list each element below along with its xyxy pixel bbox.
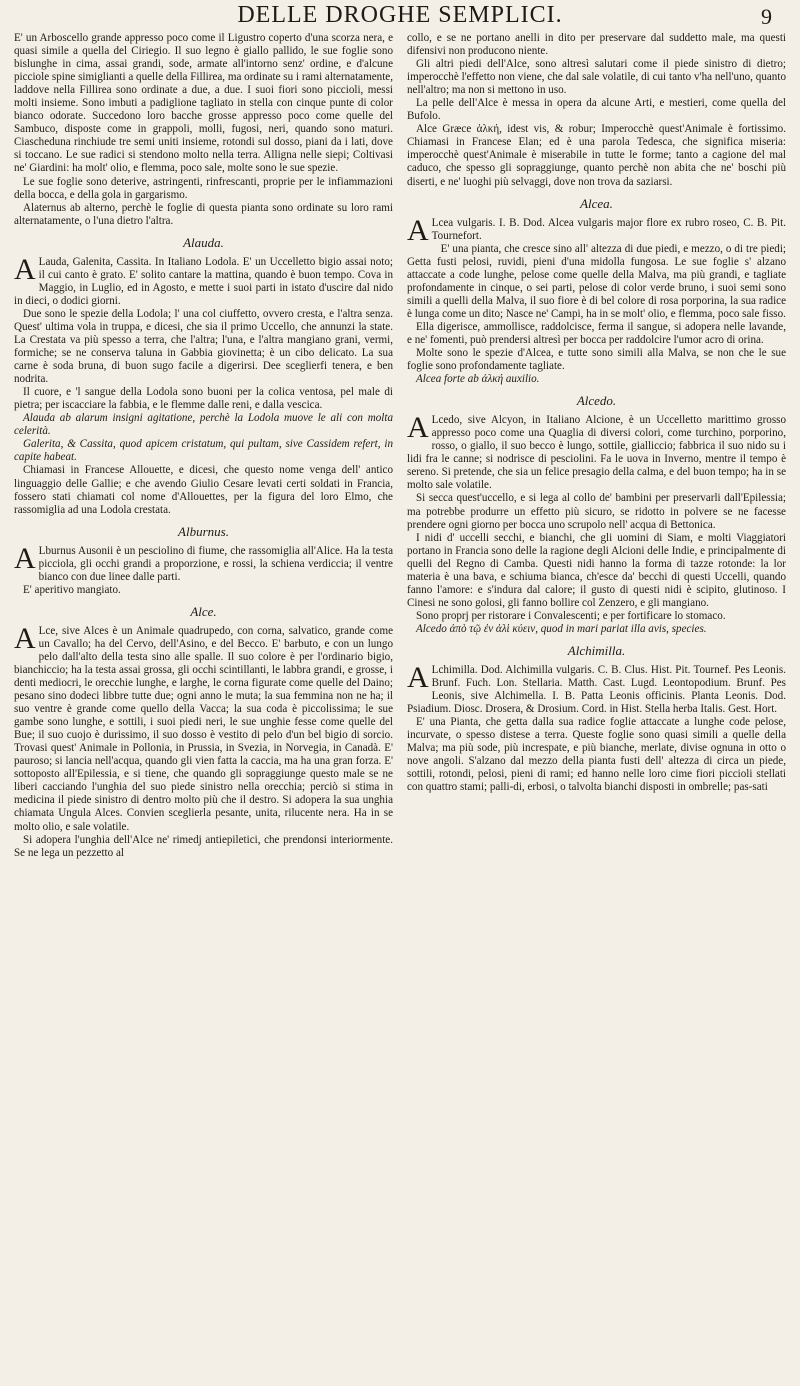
- paragraph: [14, 621, 393, 834]
- paragraph: Sono proprj per ristorare i Convalescenti; e per fortificare lo stomaco.: [416, 609, 726, 622]
- paragraph-text: Lauda, Galenita, Cassita. In Italiano Lodola. E' un Uccelletto bigio assai noto; il cui canto è grato. E' solito cantare la mattina, quando è buon tempo. Cova in Maggio, in Luglio, ed in Agosto, e mette i suoi parti in istato d'uscire dal nido in dieci, o dodici giorni.: [14, 255, 393, 307]
- paragraph: Si adopera l'unghia dell'Alce ne' rimedj antiepiletici, che prendonsi interiormente. Se ne lega un pezzetto al: [14, 833, 393, 859]
- section-heading-alauda: Alauda.: [183, 234, 224, 250]
- section-heading-alcedo: Alcedo.: [576, 393, 617, 409]
- drop-cap: A: [407, 213, 429, 247]
- paragraph: Si secca quest'uccello, e si lega al collo de' bambini per preservarli dall'Epilessia; ma potrebbe produrre un effetto più sicuro, se ridotto in polvere se ne facesse prendere ogni giorno per bocca uno scrupolo nell' acqua di Bettonica.: [407, 492, 786, 531]
- paragraph: E' un Arboscello grande appresso poco come il Ligustro coperto d'una scorza nera, e quasi simile a quella del Ciriegio. Il suo legno è giallo pallido, le sue foglie sono bislunghe in cima, assai grandi, sode, armate all'intorno senz' ordine, e d'alcune picciole spine simiglianti a quelle della Fillirea, ma ordinate su i rami alternatamente, laddove nella Fillirea sono ordinate a due, a due. I suoi fiori sono piccioli, messi molti insieme. Sono imbuti a padiglione tagliato in stella con cinque punte di color bianco odorate. Succedono loro bacche grosse appresso poco come quelle del Sambuco, disposte come in grappoli, molli, fugosi, neri, quando sono maturi. Ciascheduna rinchiude tre semi uniti insieme, rotondi sul dosso, piani da i lati, dove si toccano. Le sue radici si stendono molto nella terra. Alligna nelle siepi; Coltivasi ne' Giardini: ha molt' olio, e flemma, poco sale, molte sono le sue spezie.: [14, 32, 393, 175]
- paragraph: Galerita, & Cassita, quod apicem cristatum, qui pultam, sive Cassidem refert, in capite habeat.: [14, 438, 393, 464]
- paragraph: E' una pianta, che cresce sino all' altezza di due piedi, e mezzo, o di tre piedi; Getta fusti pelosi, ruvidi, pieni d'una midolla fungosa. Le sue foglie s' alzano attaccate a code lunghe, pelose come quelle della Malva, ma più grandi, e tagliate profondamente in cinque, o sei parti, pelose di color verde bruno, i suoi semi sono simili a quelli della Malva, il suo fiore è di bel colore di rosa porporina, la sua radice è lunga come un dito; Nasce ne' Campi, ha in se molt' olio, e flemma, poco sale fisso.: [407, 242, 786, 320]
- paragraph: Molte sono le spezie d'Alcea, e tutte sono simili alla Malva, se non che le sue foglie sono profondamente tagliate.: [407, 347, 786, 373]
- paragraph: I nidi d' uccelli secchi, e bianchi, che gli uomini di Siam, e molti Viaggiatori portano in Francia sono delle la ragione degli Alcioni delle Indie, e principalmente di quelli del Regno di Camba. Questi nidi hanno la forma di tazze rotonde: la lor materia è una bava, e schiuma bianca, ch'esce da' becchi di questi Uccelli, quando fanno l'amore: e s'indura dal calore; il gusto di questi nidi è scipito, glutinoso. I Cinesi ne sono golosi, gli fanno bollire col Zenzero, e gli mangiano.: [407, 531, 786, 609]
- paragraph: Alcea forte ab ἀλκή auxilio.: [416, 373, 540, 386]
- paragraph-text: Lburnus Ausonii è un pesciolino di fiume, che rassomiglia all'Alice. Ha la testa picciola, gli occhi grandi a proporzione, e rossi, la schiena verdiccia; il ventre bianco con due linee dalle parti.: [38, 544, 393, 583]
- paragraph-text: Lcedo, sive Alcyon, in Italiano Alcione, è un Uccelletto marittimo grosso appresso poco come una Quaglia di diversi colori, come turchino, porporino, rosso, o giallo, il suo becco è lungo, sottile, gialliccio; fabbrica il suo nido su i lidi fra le canne; si nodrisce di pesciolini. Fa le uova in Inverno, mentre il tempo è sereno. Si pretende, che sia un felice presagio della calma, e del buon tempo; ha in se molto sale volatile.: [407, 414, 786, 492]
- paragraph: [14, 252, 393, 308]
- paragraph: Alcedo ἀπὸ τῷ ἐν ἁλὶ κύειν, quod in mari pariat illa avis, species.: [416, 622, 707, 635]
- running-title: DELLE DROGHE SEMPLICI.: [237, 2, 563, 28]
- paragraph: Alaternus ab alterno, perchè le foglie di questa pianta sono ordinate su loro rami alternatamente, o l'una dietro l'altra.: [14, 201, 393, 227]
- page-number: 9: [761, 4, 772, 29]
- section-heading-alchimilla: Alchimilla.: [567, 642, 626, 658]
- paragraph: [407, 213, 786, 247]
- paragraph: Alauda ab alarum insigni agitatione, perchè la Lodola muove le ali con molta celerità.: [14, 412, 393, 438]
- paragraph: [407, 411, 786, 492]
- section-heading-alce: Alce.: [190, 603, 217, 619]
- paragraph: Alce Græce ἀλκή, idest vis, & robur; Imperocchè quest'Animale è fortissimo. Chiamasi in Francese Elan; ed è una parola Tedesca, che significa miseria: imperocchè quest'Animale è miserabile in tutte le forme; tanto a cagione del mal caduco, che spesso gli sopraggiunge, quanto perchè non abita che ne' boschi più diserti, e ne' luoghi più selvaggi, dove non trova da saziarsi.: [407, 123, 786, 188]
- drop-cap: A: [407, 411, 429, 445]
- drop-cap: A: [14, 541, 36, 575]
- drop-cap: A: [407, 660, 429, 694]
- paragraph: Il cuore, e 'l sangue della Lodola sono buoni per la colica ventosa, pel male di pietra; per iscacciare la fabbia, e le flemme dalle reni, e dalla vescica.: [14, 386, 393, 412]
- paragraph: collo, e se ne portano anelli in dito per preservare dal suddetto male, ma questi difensivi non producono niente.: [407, 32, 786, 58]
- paragraph: [14, 541, 393, 584]
- paragraph: E' aperitivo mangiato.: [23, 583, 121, 596]
- left-column: [14, 32, 393, 860]
- paragraph: Due sono le spezie della Lodola; l' una col ciuffetto, ovvero cresta, e l'altra senza. Quest' ultima vola in truppa, e dicesi, che sia il primo Uccello, che annunzi la state. La Crestata va più spesso a terra, che l'altra; l'una, e l'altra mangiano grani, vermi, formiche; se ne conserva taluna in Gabbia giovinetta; è un cibo delicato. La sua carne è soda bruna, di buon sugo facile a digerirsi. Dee sceglierfi tenera, e ben nodrita.: [14, 307, 393, 386]
- paragraph-text: Lce, sive Alces è un Animale quadrupedo, con corna, salvatico, grande come un Cavallo; ha del Cervo, dell'Asino, e del Becco. E' barbuto, e con un lungo pelo dall'alto della testa sino alle spalle. Il suo colore è per l'ordinario bigio, bianchiccio; ha la testa assai grossa, gli occhi scintillanti, le labbra grandi, e grosse, i denti mediocri, le orecchie lunghe, e larghe, le corna figurate come quelle del Daino; pesano sino dodeci libbre tutte due; ogni anno le muta; la sua femmina non ne ha; il suo ventre è grande come quello della Vacca; la sua coda è piccolissima; le sue gambe sono lunghe, e sottili, i suoi piedi neri, le sue unghie fesse come quelle del Bue; il suo cuojo è durissimo, il suo dosso è vestito di pelo d'un bel bigio di sorcio. Trovasi quest' Animale in Pollonia, in Prussia, in Svezia, in Norvegia, in Canadà. E' pauroso; si lancia nell'acqua, quando gli vien fatta la caccia, ma ha una gran forza. E' sottoposto all'Epilessia, e si tiene, che quando gli sopraggiunge questo male se ne liberi cacciando l'unghia del suo piede sinistro nella orecchia; perciò si stima in medicina il piede sinistro di dentro molto più che il destro. Si adopera la sua unghia chiamata Ungula Alces. Convien sceglierla pesante, unita, rilucente nera. Ha in se molto olio, e sale volatile.: [14, 624, 393, 833]
- section-heading-alcea: Alcea.: [580, 195, 613, 211]
- drop-cap: A: [14, 252, 36, 286]
- paragraph-text: Lcea vulgaris. I. B. Dod. Alcea vulgaris major flore ex rubro roseo, C. B. Pit. Tournefort.: [431, 216, 786, 242]
- text-columns: [14, 32, 786, 860]
- paragraph: E' una Pianta, che getta dalla sua radice foglie attaccate a lunghe code pelose, incurvate, o spesso distese a terra. Queste foglie sono quasi simili a quelle della Malva; ma più sode, più increspate, e più bianche, merlate, divise ognuna in otto o nove angoli. S'alzano dal mezzo della pianta fusti dell' altezza di circa un piede, sottili, rotondi, pelosi, pieni di rami; ed hanno nelle loro cime fiori piccioli stellati con quattro stami; palli-di, erbosi, o talvolta bianchi disposti in ombrelle; pas-sati: [407, 716, 786, 794]
- paragraph: La pelle dell'Alce è messa in opera da alcune Arti, e mestieri, come quella del Bufolo.: [407, 97, 786, 123]
- paragraph-text: Lchimilla. Dod. Alchimilla vulgaris. C. B. Clus. Hist. Pit. Tournef. Pes Leonis. Brunf. Fuch. Lon. Stellaria. Matth. Cast. Lugd. Leontopodium. Brunf. Pes Leonis, sive Alchimella. I. B. Patta Leonis officinis. Planta Leonis. Dod. Psiadium. Diosc. Drosera, & Drosium. Cord. in Hist. Stella herba Italis. Gest. Hort.: [407, 663, 786, 716]
- section-heading-alburnus: Alburnus.: [178, 523, 229, 539]
- drop-cap: A: [14, 621, 36, 655]
- page-header: [14, 0, 786, 32]
- paragraph: Ella digerisce, ammollisce, raddolcisce, ferma il sangue, si adopera nelle lavande, e ne' fomenti, può prendersi altresì per bocca per raddolcire l'umor acro di orina.: [407, 320, 786, 346]
- paragraph: Le sue foglie sono deterive, astringenti, rinfrescanti, proprie per le infiammazioni della bocca, e della gola in gargarismo.: [14, 175, 393, 201]
- paragraph: [407, 660, 786, 716]
- paragraph: Gli altri piedi dell'Alce, sono altresì salutari come il piede sinistro di dietro; imperocchè l'effetto non viene, che dal sale volatile, di cui tanto v'ha nell'uno, quanto nell'altro; ma non si mettono in uso.: [407, 58, 786, 97]
- right-column: [407, 32, 786, 794]
- paragraph: Chiamasi in Francese Allouette, e dicesi, che questo nome venga dell' antico linguaggio delle Gallie; e che avendo Giulio Cesare levati certi soldati in Francia, fossero stati chiamati col nome d'Allouettes, per la figura del loro Elmo, che rassomiglia ad una Lodola crestata.: [14, 464, 393, 516]
